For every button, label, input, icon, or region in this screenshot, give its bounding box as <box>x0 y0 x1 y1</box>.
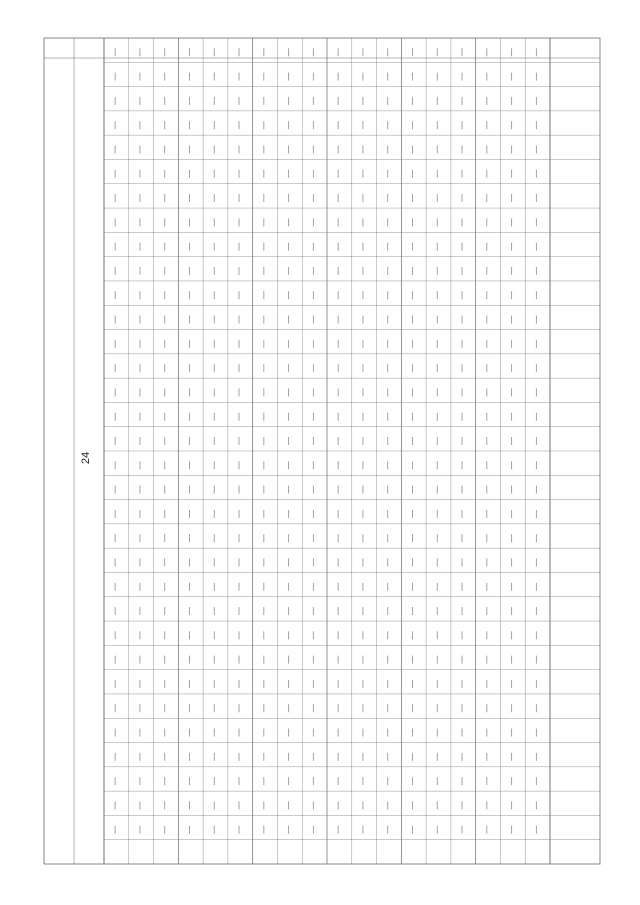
page-number: 24 <box>80 451 93 465</box>
